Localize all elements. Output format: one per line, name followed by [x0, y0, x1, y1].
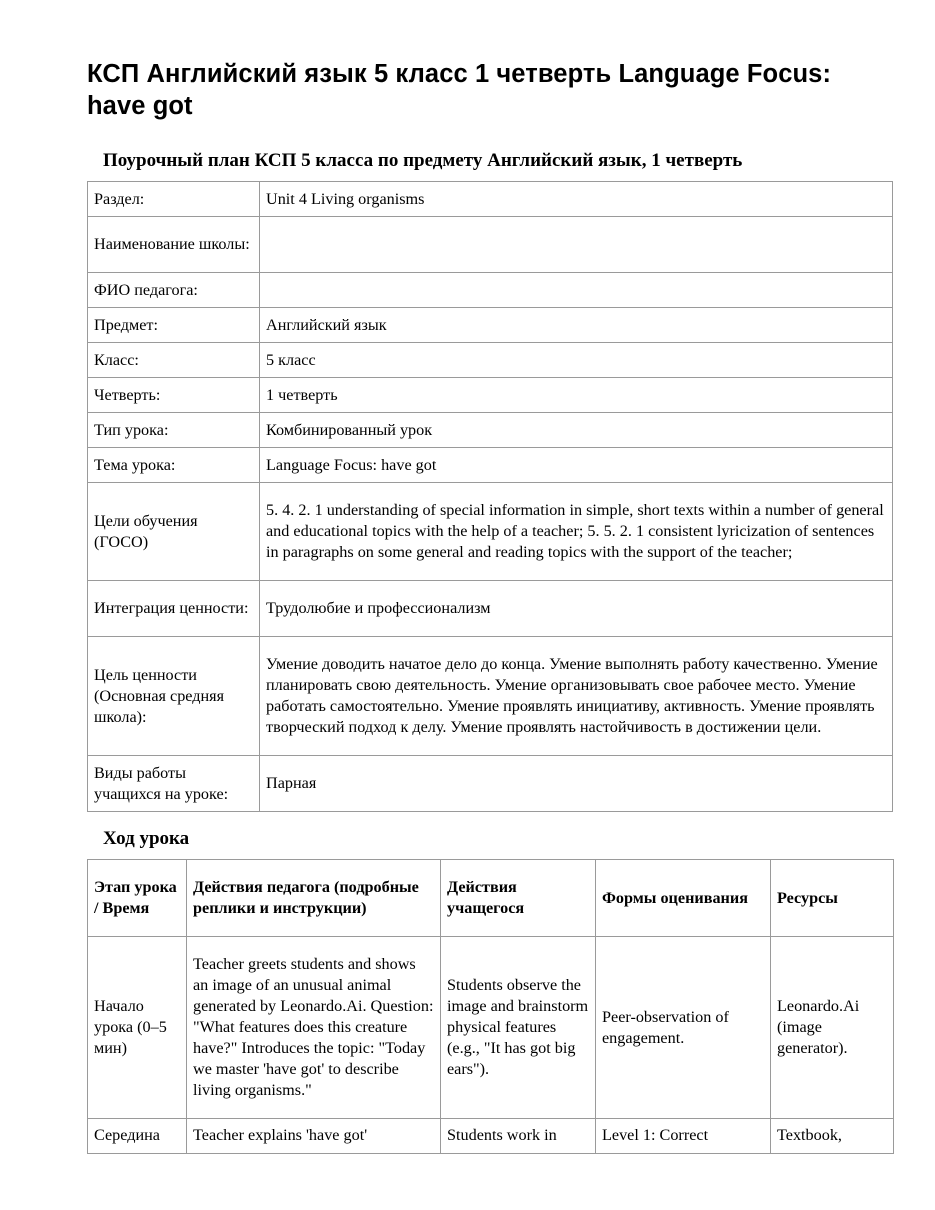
- plan-row-value-goal: [88, 637, 893, 756]
- plan-row-learning-goals: [88, 483, 893, 581]
- lesson-progress-table: [87, 859, 894, 1154]
- plan-row-value-integration: [88, 581, 893, 637]
- column-header-teacher-actions: Действия педагога (подробные реплики и инструкции): [187, 860, 441, 937]
- column-header-resources: Ресурсы: [771, 860, 894, 937]
- resources-cell: Textbook,: [771, 1119, 894, 1154]
- plan-row-school: [88, 217, 893, 273]
- plan-value: Комбинированный урок: [260, 413, 893, 448]
- plan-label: Интеграция ценности:: [88, 581, 260, 637]
- plan-row-teacher: [88, 273, 893, 308]
- plan-value: Парная: [260, 756, 893, 812]
- plan-row-section: [88, 182, 893, 217]
- column-header-student-actions: Действия учащегося: [441, 860, 596, 937]
- plan-label: Класс:: [88, 343, 260, 378]
- document-page: [87, 58, 893, 1154]
- student-actions-cell: Students work in: [441, 1119, 596, 1154]
- plan-row-lesson-type: [88, 413, 893, 448]
- plan-row-grade: [88, 343, 893, 378]
- stage-cell: Начало урока (0–5 мин): [88, 937, 187, 1119]
- column-header-stage: Этап урока / Время: [88, 860, 187, 937]
- plan-label: Наименование школы:: [88, 217, 260, 273]
- plan-label: Тип урока:: [88, 413, 260, 448]
- resources-cell: Leonardo.Ai (image generator).: [771, 937, 894, 1119]
- column-header-assessment: Формы оценивания: [596, 860, 771, 937]
- plan-heading: Поурочный план КСП 5 класса по предмету Английский язык, 1 четверть: [103, 150, 743, 171]
- plan-row-topic: [88, 448, 893, 483]
- table-row: [88, 1119, 894, 1154]
- plan-value: [260, 217, 893, 273]
- plan-row-quarter: [88, 378, 893, 413]
- plan-row-work-types: [88, 756, 893, 812]
- plan-value: [260, 273, 893, 308]
- plan-label: Четверть:: [88, 378, 260, 413]
- plan-value: Умение доводить начатое дело до конца. Умение выполнять работу качественно. Умение планировать свою деятельность. Умение организовывать свое рабочее место. Умение работать самостоятельно. Умение проявлять инициативу, активность. Умение проявлять творческий подход к делу. Умение проявлять настойчивость в достижении цели.: [260, 637, 893, 756]
- plan-label: Тема урока:: [88, 448, 260, 483]
- stage-cell: Середина: [88, 1119, 187, 1154]
- plan-label: Предмет:: [88, 308, 260, 343]
- plan-label: Виды работы учащихся на уроке:: [88, 756, 260, 812]
- plan-row-subject: [88, 308, 893, 343]
- plan-label: Цель ценности (Основная средняя школа):: [88, 637, 260, 756]
- plan-value: Language Focus: have got: [260, 448, 893, 483]
- plan-label: Цели обучения (ГОСО): [88, 483, 260, 581]
- assessment-cell: Peer-observation of engagement.: [596, 937, 771, 1119]
- teacher-actions-cell: Teacher greets students and shows an image of an unusual animal generated by Leonardo.Ai. Question: "What features does this creature have?" Introduces the topic: "Today we master 'have got' to describe living organisms.": [187, 937, 441, 1119]
- plan-value: 5 класс: [260, 343, 893, 378]
- document-title: КСП Английский язык 5 класс 1 четверть Language Focus: have got: [87, 60, 832, 120]
- progress-heading: Ход урока: [103, 828, 190, 849]
- plan-value: Трудолюбие и профессионализм: [260, 581, 893, 637]
- teacher-actions-cell: Teacher explains 'have got': [187, 1119, 441, 1154]
- lesson-header-row: [88, 860, 894, 937]
- plan-label: ФИО педагога:: [88, 273, 260, 308]
- plan-value: Английский язык: [260, 308, 893, 343]
- plan-value: 1 четверть: [260, 378, 893, 413]
- assessment-cell: Level 1: Correct: [596, 1119, 771, 1154]
- table-row: [88, 937, 894, 1119]
- lesson-plan-table: [87, 181, 893, 812]
- student-actions-cell: Students observe the image and brainstorm physical features (e.g., "It has got big ears").: [441, 937, 596, 1119]
- plan-value: 5. 4. 2. 1 understanding of special information in simple, short texts within a number of general and educational topics with the help of a teacher; 5. 5. 2. 1 consistent lyricization of sentences in paragraphs on some general and reading topics with the support of the teacher;: [260, 483, 893, 581]
- plan-value: Unit 4 Living organisms: [260, 182, 893, 217]
- plan-label: Раздел:: [88, 182, 260, 217]
